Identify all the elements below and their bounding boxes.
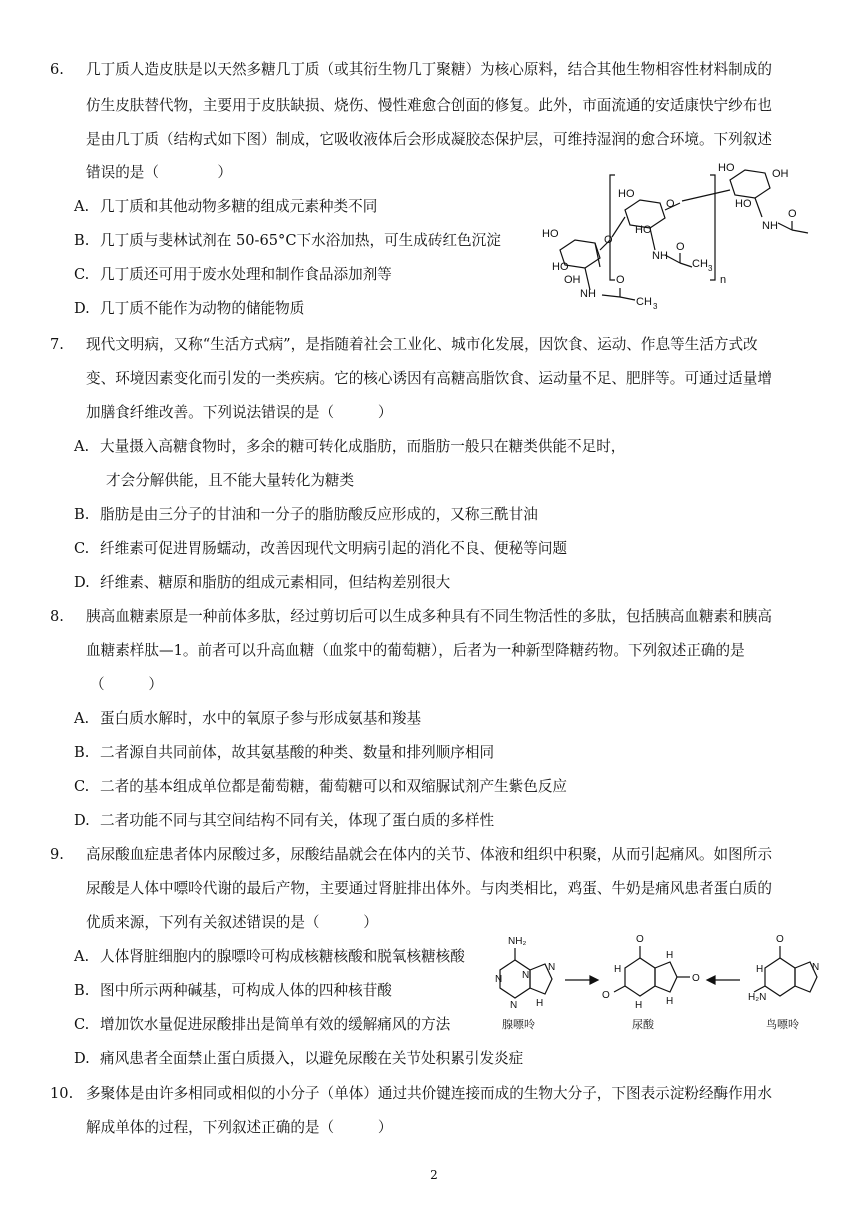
chitin-label-ho-4: HO xyxy=(635,224,652,236)
q6-option-d: 几丁质不能作为动物的储能物质 xyxy=(100,300,305,317)
q9-option-c: 增加饮水量促进尿酸排出是简单有效的缓解痛风的方法 xyxy=(100,1016,451,1033)
chitin-label-ho-5: HO xyxy=(718,162,735,174)
q6-number: 6. xyxy=(50,61,64,78)
q8-option-b: 二者源自共同前体，故其氨基酸的种类、数量和排列顺序相同 xyxy=(100,744,495,761)
chitin-label-ch3-1: CH xyxy=(636,296,652,308)
guanine-label-h2n: H₂N xyxy=(748,992,767,1003)
q7-option-a-continued: 才会分解供能，且不能大量转化为糖类 xyxy=(106,472,355,489)
q9-number: 9. xyxy=(50,846,64,863)
q9-stem-line-1: 高尿酸血症患者体内尿酸过多，尿酸结晶就会在体内的关节、体液和组织中积聚，从而引起痛风。如图所示 xyxy=(86,846,772,863)
uric-acid-caption: 尿酸 xyxy=(632,1019,654,1031)
chitin-label-nh-1: NH xyxy=(580,288,596,300)
purine-metabolism-figure xyxy=(490,930,830,1035)
q8-stem-line-2: 血糖素样肽—1。前者可以升高血糖（血浆中的葡萄糖），后者为一种新型降糖药物。下列叙述正确的是 xyxy=(86,642,745,659)
chitin-structure-figure xyxy=(540,155,830,320)
q8-option-a: 蛋白质水解时，水中的氧原子参与形成氨基和羧基 xyxy=(100,710,422,727)
q7-option-b-label: B. xyxy=(74,506,90,523)
chitin-label-sub3-2: 3 xyxy=(708,264,713,273)
q6-stem-line-2: 仿生皮肤替代物，主要用于皮肤缺损、烧伤、慢性难愈合创面的修复。此外，市面流通的安适康快宁纱布也 xyxy=(86,97,772,114)
uric-acid-label-o1: O xyxy=(636,934,644,945)
q6-option-b: 几丁质与斐林试剂在 50-65°C下水浴加热，可生成砖红色沉淀 xyxy=(100,232,501,249)
chitin-label-o-3: O xyxy=(666,198,675,210)
q8-stem-line-1: 胰高血糖素原是一种前体多肽，经过剪切后可以生成多种具有不同生物活性的多肽，包括胰高血糖素和胰高 xyxy=(86,608,772,625)
adenine-label-h: H xyxy=(536,998,544,1009)
q7-number: 7. xyxy=(50,336,64,353)
q8-option-c-label: C. xyxy=(74,778,90,795)
uric-acid-label-h2: H xyxy=(635,1000,643,1011)
q6-option-c: 几丁质还可用于废水处理和制作食品添加剂等 xyxy=(100,266,392,283)
q7-stem-line-1: 现代文明病，又称“生活方式病”，是指随着社会工业化、城市化发展，因饮食、运动、作息等生活方式改 xyxy=(86,336,758,353)
q6-stem-line-4: 错误的是（ ） xyxy=(86,164,232,181)
q10-number: 10. xyxy=(50,1085,74,1102)
chitin-label-oh-2: OH xyxy=(772,168,789,180)
q9-option-b: 图中所示两种碱基，可构成人体的四种核苷酸 xyxy=(100,982,392,999)
q10-stem-line-1: 多聚体是由许多相同或相似的小分子（单体）通过共价键连接而成的生物大分子，下图表示淀粉经酶作用水 xyxy=(86,1085,772,1102)
q9-stem-line-2: 尿酸是人体中嘌呤代谢的最后产物，主要通过肾脏排出体外。与肉类相比，鸡蛋、牛奶是痛风患者蛋白质的 xyxy=(86,880,772,897)
q9-option-a-label: A. xyxy=(74,948,90,965)
q8-option-d: 二者功能不同与其空间结构不同有关，体现了蛋白质的多样性 xyxy=(100,812,495,829)
chitin-label-ho-3: HO xyxy=(618,188,635,200)
q9-option-b-label: B. xyxy=(74,982,90,999)
chitin-label-o-2: O xyxy=(616,274,625,286)
adenine-caption: 腺嘌呤 xyxy=(502,1019,535,1031)
chitin-label-sub3-1: 3 xyxy=(653,302,658,311)
page-number: 2 xyxy=(430,1168,438,1182)
chitin-label-ch3-2: CH xyxy=(692,258,708,270)
chitin-label-nh-2: NH xyxy=(652,250,668,262)
q8-number: 8. xyxy=(50,608,64,625)
adenine-label-n4: N xyxy=(548,962,556,973)
q6-option-b-label: B. xyxy=(74,232,90,249)
q9-option-c-label: C. xyxy=(74,1016,90,1033)
guanine-label-n: N xyxy=(812,962,820,973)
q7-option-a: 大量摄入高糖食物时，多余的糖可转化成脂肪，而脂肪一般只在糖类供能不足时， xyxy=(100,438,626,455)
q9-stem-line-3: 优质来源，下列有关叙述错误的是（ ） xyxy=(86,914,378,931)
adenine-label-n1: N xyxy=(522,970,530,981)
q8-option-c: 二者的基本组成单位都是葡萄糖，葡萄糖可以和双缩脲试剂产生紫色反应 xyxy=(100,778,568,795)
q8-option-b-label: B. xyxy=(74,744,90,761)
q8-option-a-label: A. xyxy=(74,710,90,727)
chitin-label-o-1: O xyxy=(604,234,613,246)
adenine-label-nh2: NH₂ xyxy=(508,936,527,947)
guanine-label-h: H xyxy=(756,964,764,975)
q6-option-a: 几丁质和其他动物多糖的组成元素种类不同 xyxy=(100,198,378,215)
chitin-label-n: n xyxy=(720,274,727,286)
guanine-label-o: O xyxy=(776,934,784,945)
uric-acid-label-o2: O xyxy=(602,990,610,1001)
chitin-label-ho-2: HO xyxy=(552,261,569,273)
q8-stem-line-3: （ ） xyxy=(90,676,163,693)
q7-option-d: 纤维素、糖原和脂肪的组成元素相同，但结构差别很大 xyxy=(100,574,451,591)
q6-option-a-label: A. xyxy=(74,198,90,215)
q9-option-d: 痛风患者全面禁止蛋白质摄入，以避免尿酸在关节处积累引发炎症 xyxy=(100,1050,524,1067)
uric-acid-label-h3: H xyxy=(666,950,674,961)
q7-option-c-label: C. xyxy=(74,540,90,557)
q9-option-d-label: D. xyxy=(74,1050,90,1067)
q7-stem-line-2: 变、环境因素变化而引发的一类疾病。它的核心诱因有高糖高脂饮食、运动量不足、肥胖等。可通过适量增 xyxy=(86,370,772,387)
q6-option-c-label: C. xyxy=(74,266,90,283)
q7-option-a-label: A. xyxy=(74,438,90,455)
q6-stem-line-1: 几丁质人造皮肤是以天然多糖几丁质（或其衍生物几丁聚糖）为核心原料，结合其他生物相容性材料制成的 xyxy=(86,61,772,78)
q7-option-d-label: D. xyxy=(74,574,90,591)
q7-option-c: 纤维素可促进胃肠蠕动，改善因现代文明病引起的消化不良、便秘等问题 xyxy=(100,540,568,557)
adenine-label-n3: N xyxy=(510,1000,518,1011)
chitin-label-ho-6: HO xyxy=(735,198,752,210)
chitin-label-ho-1: HO xyxy=(542,228,559,240)
q6-stem-line-3: 是由几丁质（结构式如下图）制成，它吸收液体后会形成凝胶态保护层，可维持湿润的愈合环境。下列叙述 xyxy=(86,131,772,148)
uric-acid-label-h4: H xyxy=(666,996,674,1007)
q6-option-d-label: D. xyxy=(74,300,90,317)
adenine-label-n2: N xyxy=(495,974,503,985)
chitin-label-oh-1: OH xyxy=(564,274,581,286)
q7-option-b: 脂肪是由三分子的甘油和一分子的脂肪酸反应形成的，又称三酰甘油 xyxy=(100,506,538,523)
uric-acid-label-o3: O xyxy=(692,973,700,984)
q10-stem-line-2: 解成单体的过程，下列叙述正确的是（ ） xyxy=(86,1119,393,1136)
q7-stem-line-3: 加膳食纤维改善。下列说法错误的是（ ） xyxy=(86,404,393,421)
chitin-label-o-4: O xyxy=(676,241,685,253)
q8-option-d-label: D. xyxy=(74,812,90,829)
guanine-caption: 鸟嘌呤 xyxy=(766,1019,799,1031)
chitin-label-o-5: O xyxy=(788,208,797,220)
q9-option-a: 人体肾脏细胞内的腺嘌呤可构成核糖核酸和脱氧核糖核酸 xyxy=(100,948,465,965)
uric-acid-label-h1: H xyxy=(614,964,622,975)
chitin-label-nh-3: NH xyxy=(762,220,778,232)
